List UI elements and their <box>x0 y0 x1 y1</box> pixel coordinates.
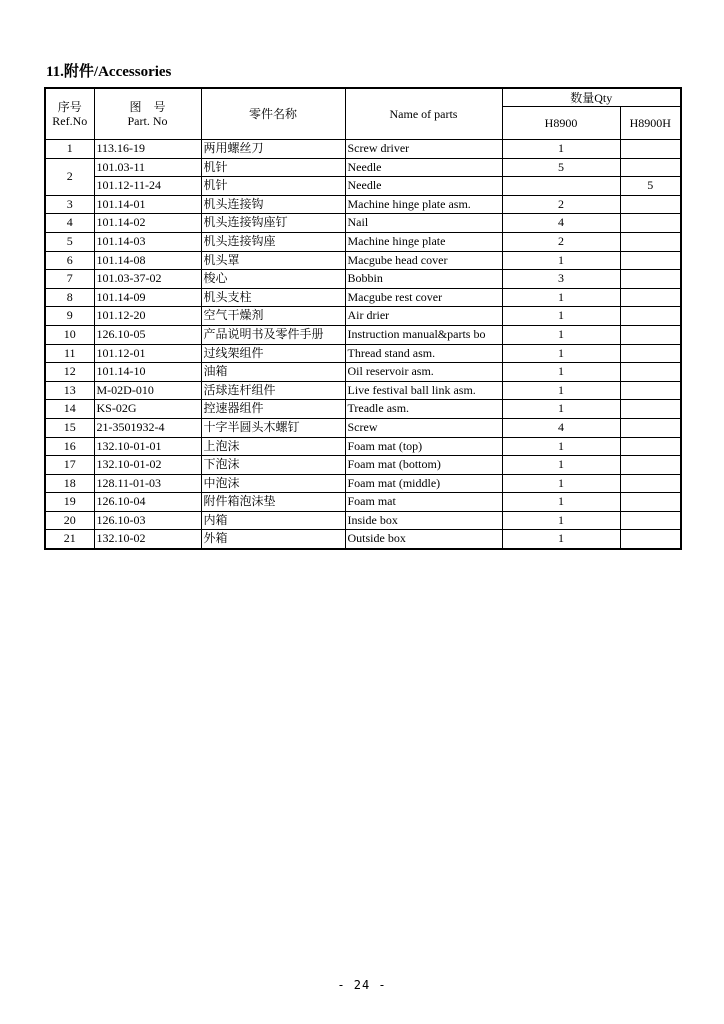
table-row <box>45 456 681 475</box>
qty-h8900-cell: 1 <box>502 251 620 270</box>
qty-h8900-cell: 1 <box>502 437 620 456</box>
name-cn-cell: 机头连接钩 <box>201 195 345 214</box>
name-cn-cell: 附件箱泡沫垫 <box>201 493 345 512</box>
name-en-cell: Live festival ball link asm. <box>345 381 502 400</box>
name-cn-cell: 机头连接钩座 <box>201 232 345 251</box>
part-no-cell: 132.10-02 <box>94 530 201 549</box>
part-no-cell: KS-02G <box>94 400 201 419</box>
part-no-cell: 128.11-01-03 <box>94 474 201 493</box>
part-no-cell: 101.03-37-02 <box>94 270 201 289</box>
part-no-cell: 101.14-09 <box>94 288 201 307</box>
part-no-cell: 126.10-05 <box>94 325 201 344</box>
qty-h8900-cell: 3 <box>502 270 620 289</box>
part-no-cell: 101.14-02 <box>94 214 201 233</box>
qty-h8900h-cell <box>620 288 681 307</box>
qty-h8900h-cell <box>620 325 681 344</box>
ref-cell: 16 <box>45 437 94 456</box>
qty-h8900h-cell <box>620 140 681 159</box>
part-no-cell: 126.10-03 <box>94 511 201 530</box>
qty-h8900h-cell <box>620 158 681 177</box>
ref-cell: 3 <box>45 195 94 214</box>
qty-h8900-cell: 5 <box>502 158 620 177</box>
part-no-cell: M-02D-010 <box>94 381 201 400</box>
qty-h8900-cell: 1 <box>502 381 620 400</box>
ref-cell: 11 <box>45 344 94 363</box>
accessories-table <box>44 87 682 550</box>
name-en-cell: Foam mat (middle) <box>345 474 502 493</box>
ref-cell: 19 <box>45 493 94 512</box>
name-cn-cell: 外箱 <box>201 530 345 549</box>
ref-cell: 15 <box>45 418 94 437</box>
ref-cell: 1 <box>45 140 94 159</box>
name-en-cell: Instruction manual&parts bo <box>345 325 502 344</box>
table-row <box>45 158 681 177</box>
part-no-cell: 132.10-01-02 <box>94 456 201 475</box>
qty-h8900h-cell <box>620 344 681 363</box>
name-en-cell: Nail <box>345 214 502 233</box>
table-row <box>45 400 681 419</box>
part-no-cell: 113.16-19 <box>94 140 201 159</box>
name-en-cell: Bobbin <box>345 270 502 289</box>
qty-h8900h-cell <box>620 232 681 251</box>
qty-h8900-cell <box>502 177 620 196</box>
qty-h8900h-cell: 5 <box>620 177 681 196</box>
part-no-cell: 21-3501932-4 <box>94 418 201 437</box>
ref-cell: 10 <box>45 325 94 344</box>
name-cn-cell: 控速器组件 <box>201 400 345 419</box>
part-no-cell: 101.12-11-24 <box>94 177 201 196</box>
name-cn-cell: 机针 <box>201 177 345 196</box>
qty-h8900h-cell <box>620 418 681 437</box>
name-en-cell: Foam mat (bottom) <box>345 456 502 475</box>
header-model-h8900: H8900 <box>502 107 620 140</box>
header-name-en: Name of parts <box>345 88 502 140</box>
table-row <box>45 140 681 159</box>
table-row <box>45 325 681 344</box>
ref-cell: 14 <box>45 400 94 419</box>
name-en-cell: Macgube head cover <box>345 251 502 270</box>
qty-h8900-cell: 1 <box>502 400 620 419</box>
header-part-no: 图 号 Part. No <box>94 88 201 140</box>
ref-cell: 13 <box>45 381 94 400</box>
qty-h8900-cell: 4 <box>502 214 620 233</box>
qty-h8900-cell: 1 <box>502 474 620 493</box>
name-cn-cell: 两用螺丝刀 <box>201 140 345 159</box>
table-row <box>45 474 681 493</box>
ref-cell: 7 <box>45 270 94 289</box>
page-title: 11.附件/Accessories <box>46 64 172 80</box>
table-row <box>45 418 681 437</box>
header-ref-no: 序号 Ref.No <box>45 88 94 140</box>
qty-h8900-cell: 1 <box>502 288 620 307</box>
name-cn-cell: 空气干燥剂 <box>201 307 345 326</box>
table-row <box>45 251 681 270</box>
ref-cell: 2 <box>45 158 94 195</box>
ref-cell: 6 <box>45 251 94 270</box>
table-row <box>45 530 681 549</box>
name-en-cell: Screw <box>345 418 502 437</box>
table-row <box>45 493 681 512</box>
qty-h8900h-cell <box>620 437 681 456</box>
ref-cell: 21 <box>45 530 94 549</box>
qty-h8900h-cell <box>620 195 681 214</box>
qty-h8900-cell: 1 <box>502 511 620 530</box>
name-cn-cell: 活球连杆组件 <box>201 381 345 400</box>
name-cn-cell: 内箱 <box>201 511 345 530</box>
name-cn-cell: 下泡沫 <box>201 456 345 475</box>
qty-h8900-cell: 1 <box>502 344 620 363</box>
qty-h8900h-cell <box>620 493 681 512</box>
ref-cell: 17 <box>45 456 94 475</box>
page-number: - 24 - <box>337 978 387 992</box>
table-row <box>45 288 681 307</box>
name-cn-cell: 产品说明书及零件手册 <box>201 325 345 344</box>
qty-h8900-cell: 2 <box>502 232 620 251</box>
table-row <box>45 363 681 382</box>
part-no-cell: 101.14-08 <box>94 251 201 270</box>
name-en-cell: Air drier <box>345 307 502 326</box>
qty-h8900-cell: 4 <box>502 418 620 437</box>
ref-cell: 18 <box>45 474 94 493</box>
qty-h8900-cell: 1 <box>502 307 620 326</box>
part-no-cell: 101.03-11 <box>94 158 201 177</box>
header-name-cn: 零件名称 <box>201 88 345 140</box>
qty-h8900-cell: 1 <box>502 140 620 159</box>
part-no-cell: 101.14-01 <box>94 195 201 214</box>
qty-h8900-cell: 2 <box>502 195 620 214</box>
qty-h8900h-cell <box>620 474 681 493</box>
header-qty: 数量Qty <box>502 88 681 107</box>
name-en-cell: Machine hinge plate asm. <box>345 195 502 214</box>
qty-h8900-cell: 1 <box>502 530 620 549</box>
part-no-cell: 101.12-20 <box>94 307 201 326</box>
name-en-cell: Treadle asm. <box>345 400 502 419</box>
header-model-h8900h: H8900H <box>620 107 681 140</box>
name-en-cell: Machine hinge plate <box>345 232 502 251</box>
qty-h8900h-cell <box>620 363 681 382</box>
name-cn-cell: 过线架组件 <box>201 344 345 363</box>
name-en-cell: Foam mat (top) <box>345 437 502 456</box>
qty-h8900h-cell <box>620 251 681 270</box>
part-no-cell: 101.14-03 <box>94 232 201 251</box>
qty-h8900h-cell <box>620 456 681 475</box>
qty-h8900h-cell <box>620 270 681 289</box>
qty-h8900-cell: 1 <box>502 325 620 344</box>
table-row <box>45 270 681 289</box>
qty-h8900h-cell <box>620 530 681 549</box>
qty-h8900-cell: 1 <box>502 456 620 475</box>
name-en-cell: Needle <box>345 177 502 196</box>
table-row <box>45 195 681 214</box>
name-cn-cell: 机针 <box>201 158 345 177</box>
ref-cell: 9 <box>45 307 94 326</box>
name-cn-cell: 上泡沫 <box>201 437 345 456</box>
ref-cell: 8 <box>45 288 94 307</box>
name-cn-cell: 机头连接钩座钉 <box>201 214 345 233</box>
qty-h8900h-cell <box>620 511 681 530</box>
name-en-cell: Inside box <box>345 511 502 530</box>
name-en-cell: Macgube rest cover <box>345 288 502 307</box>
name-en-cell: Screw driver <box>345 140 502 159</box>
qty-h8900h-cell <box>620 214 681 233</box>
ref-cell: 4 <box>45 214 94 233</box>
part-no-cell: 101.12-01 <box>94 344 201 363</box>
name-en-cell: Outside box <box>345 530 502 549</box>
name-cn-cell: 梭心 <box>201 270 345 289</box>
ref-cell: 20 <box>45 511 94 530</box>
name-cn-cell: 油箱 <box>201 363 345 382</box>
name-en-cell: Needle <box>345 158 502 177</box>
qty-h8900h-cell <box>620 307 681 326</box>
qty-h8900-cell: 1 <box>502 363 620 382</box>
table-row <box>45 232 681 251</box>
table-row <box>45 344 681 363</box>
table-row <box>45 177 681 196</box>
name-en-cell: Foam mat <box>345 493 502 512</box>
name-cn-cell: 中泡沫 <box>201 474 345 493</box>
ref-cell: 12 <box>45 363 94 382</box>
name-en-cell: Thread stand asm. <box>345 344 502 363</box>
name-en-cell: Oil reservoir asm. <box>345 363 502 382</box>
qty-h8900h-cell <box>620 400 681 419</box>
qty-h8900-cell: 1 <box>502 493 620 512</box>
table-row <box>45 381 681 400</box>
name-cn-cell: 机头支柱 <box>201 288 345 307</box>
table-row <box>45 307 681 326</box>
table-row <box>45 511 681 530</box>
table-row <box>45 214 681 233</box>
part-no-cell: 101.14-10 <box>94 363 201 382</box>
part-no-cell: 126.10-04 <box>94 493 201 512</box>
qty-h8900h-cell <box>620 381 681 400</box>
name-cn-cell: 机头罩 <box>201 251 345 270</box>
name-cn-cell: 十字半圆头木螺钉 <box>201 418 345 437</box>
part-no-cell: 132.10-01-01 <box>94 437 201 456</box>
table-row <box>45 437 681 456</box>
ref-cell: 5 <box>45 232 94 251</box>
